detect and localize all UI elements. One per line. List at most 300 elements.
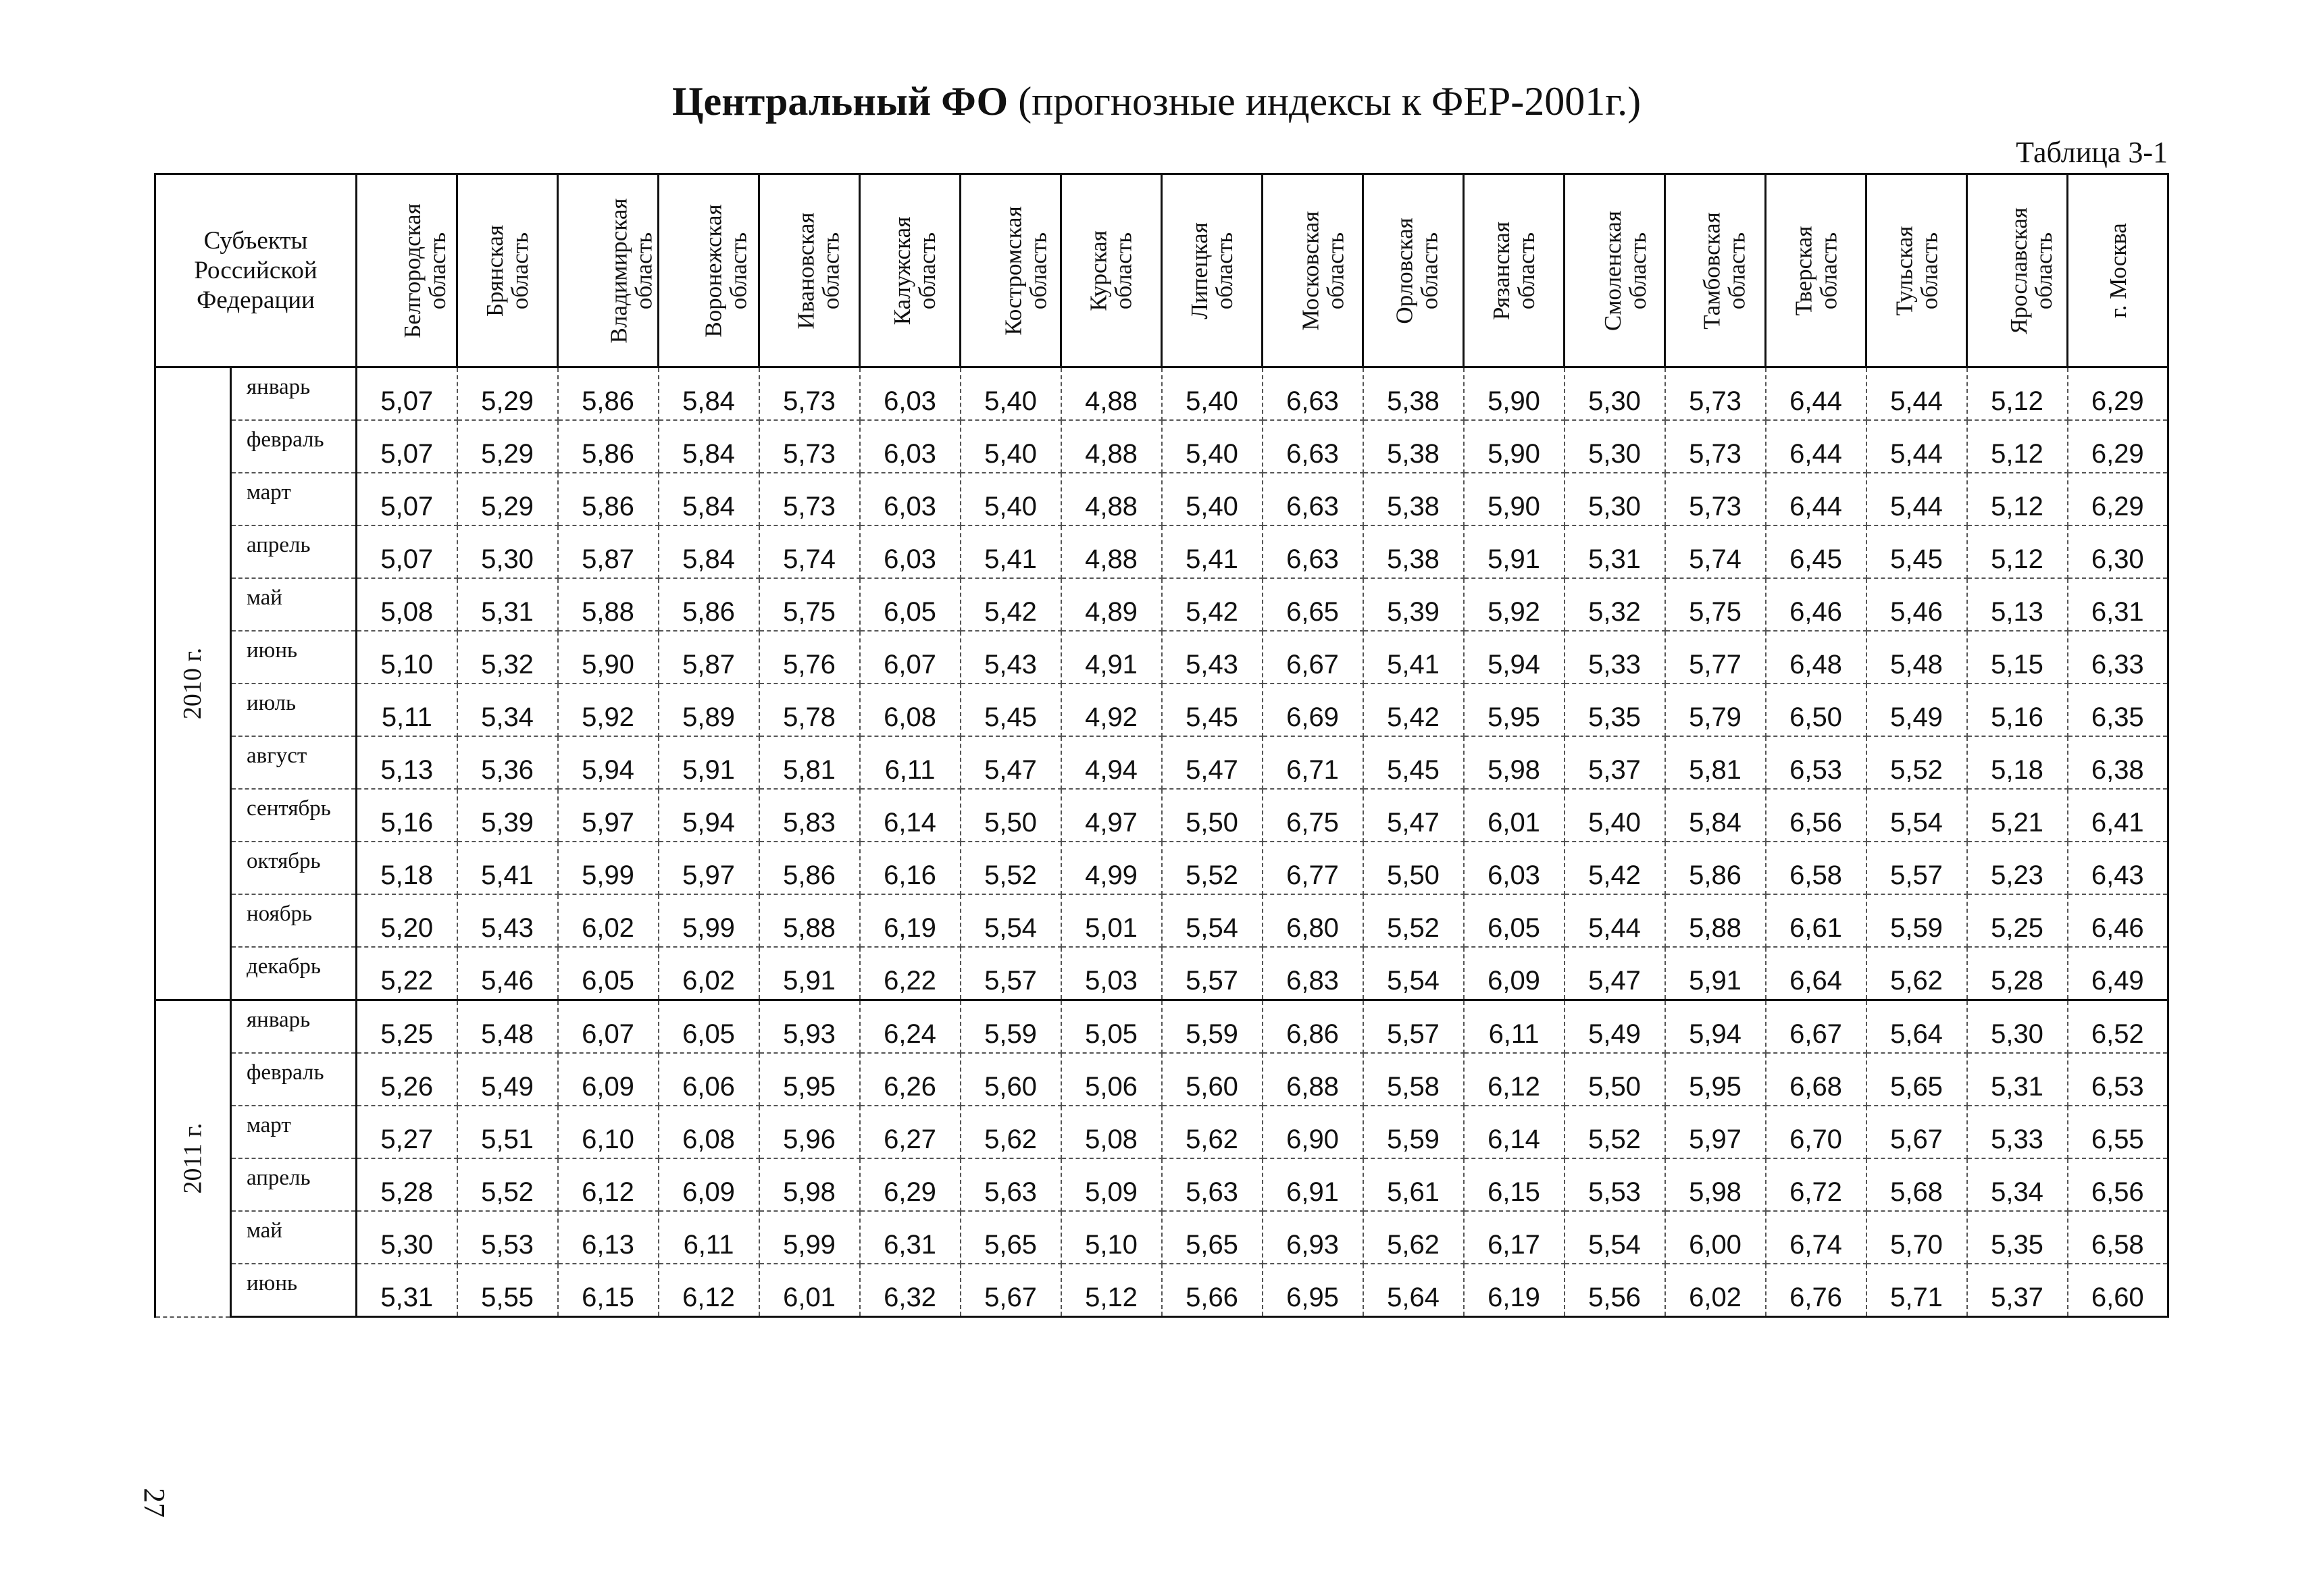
column-header (558, 174, 659, 367)
value-cell: 5,31 (357, 1264, 457, 1317)
column-header-line: Курская (1086, 230, 1113, 311)
table-row (155, 631, 2168, 684)
value-cell: 5,64 (1363, 1264, 1464, 1317)
value-cell: 5,63 (1162, 1158, 1263, 1211)
value-cell: 6,15 (558, 1264, 659, 1317)
value-cell: 6,69 (1263, 684, 1363, 736)
year-label: 2011 г. (178, 1123, 207, 1194)
table-row (155, 1053, 2168, 1106)
month-cell: апрель (231, 1158, 357, 1211)
column-header-line: область (2030, 232, 2057, 309)
value-cell: 5,93 (759, 1000, 860, 1054)
value-cell: 5,74 (1665, 525, 1766, 578)
column-header-line: область (1624, 232, 1651, 309)
column-header-line: г. Москва (2104, 223, 2131, 318)
column-header-line: Смоленская (1599, 210, 1626, 331)
value-cell: 6,53 (2068, 1053, 2168, 1106)
value-cell: 4,97 (1061, 789, 1162, 842)
column-header-text (890, 216, 940, 324)
year-label: 2010 г. (178, 647, 207, 720)
value-cell: 5,59 (961, 1000, 1061, 1054)
value-cell: 6,58 (1766, 842, 1866, 894)
value-cell: 5,21 (1967, 789, 2068, 842)
value-cell: 5,38 (1363, 420, 1464, 473)
value-cell: 5,07 (357, 367, 457, 421)
column-header-text (1891, 226, 1941, 315)
value-cell: 5,43 (961, 631, 1061, 684)
column-header-line: Тверская (1790, 226, 1817, 315)
value-cell: 6,50 (1766, 684, 1866, 736)
value-cell: 6,67 (1263, 631, 1363, 684)
value-cell: 5,79 (1665, 684, 1766, 736)
value-cell: 6,08 (659, 1106, 759, 1158)
value-cell: 5,94 (1464, 631, 1565, 684)
value-cell: 5,73 (1665, 420, 1766, 473)
table-row (155, 367, 2168, 421)
value-cell: 6,27 (860, 1106, 961, 1158)
column-header-line: область (1513, 232, 1540, 309)
value-cell: 5,75 (759, 578, 860, 631)
value-cell: 6,80 (1263, 894, 1363, 947)
value-cell: 5,45 (1866, 525, 1967, 578)
value-cell: 5,40 (961, 473, 1061, 525)
value-cell: 6,09 (558, 1053, 659, 1106)
value-cell: 4,88 (1061, 367, 1162, 421)
value-cell: 5,28 (357, 1158, 457, 1211)
value-cell: 5,88 (759, 894, 860, 947)
value-cell: 5,31 (1565, 525, 1665, 578)
month-cell: март (231, 1106, 357, 1158)
column-header-text (2006, 207, 2056, 334)
value-cell: 6,26 (860, 1053, 961, 1106)
value-cell: 5,70 (1866, 1211, 1967, 1264)
value-cell: 5,47 (961, 736, 1061, 789)
table-row (155, 473, 2168, 525)
value-cell: 4,88 (1061, 525, 1162, 578)
header-row (155, 174, 2168, 367)
value-cell: 6,44 (1766, 473, 1866, 525)
value-cell: 5,30 (1565, 420, 1665, 473)
value-cell: 6,03 (860, 473, 961, 525)
value-cell: 5,95 (759, 1053, 860, 1106)
value-cell: 5,84 (659, 367, 759, 421)
value-cell: 5,73 (759, 420, 860, 473)
column-header (1866, 174, 1967, 367)
value-cell: 5,46 (457, 947, 558, 1000)
value-cell: 5,98 (759, 1158, 860, 1211)
value-cell: 5,12 (1967, 525, 2068, 578)
value-cell: 5,26 (357, 1053, 457, 1106)
value-cell: 5,06 (1061, 1053, 1162, 1106)
value-cell: 5,25 (1967, 894, 2068, 947)
value-cell: 5,46 (1866, 578, 1967, 631)
value-cell: 6,93 (1263, 1211, 1363, 1264)
value-cell: 5,48 (1866, 631, 1967, 684)
table-row (155, 578, 2168, 631)
value-cell: 5,86 (659, 578, 759, 631)
value-cell: 6,43 (2068, 842, 2168, 894)
value-cell: 5,12 (1061, 1264, 1162, 1317)
value-cell: 6,03 (860, 367, 961, 421)
column-header (1565, 174, 1665, 367)
column-header-line: область (1416, 232, 1443, 309)
value-cell: 5,88 (1665, 894, 1766, 947)
value-cell: 5,05 (1061, 1000, 1162, 1054)
value-cell: 6,08 (860, 684, 961, 736)
value-cell: 6,45 (1766, 525, 1866, 578)
value-cell: 5,07 (357, 525, 457, 578)
value-cell: 4,92 (1061, 684, 1162, 736)
value-cell: 6,77 (1263, 842, 1363, 894)
value-cell: 5,91 (659, 736, 759, 789)
column-header-line: область (1916, 232, 1943, 309)
value-cell: 5,47 (1565, 947, 1665, 1000)
column-header-text (1700, 212, 1750, 329)
value-cell: 6,07 (860, 631, 961, 684)
value-cell: 5,50 (1162, 789, 1263, 842)
title-rest: (прогнозные индексы к ФЕР-2001г.) (1008, 79, 1642, 124)
value-cell: 6,00 (1665, 1211, 1766, 1264)
value-cell: 5,33 (1565, 631, 1665, 684)
value-cell: 6,70 (1766, 1106, 1866, 1158)
column-header (1363, 174, 1464, 367)
value-cell: 6,68 (1766, 1053, 1866, 1106)
value-cell: 5,41 (457, 842, 558, 894)
value-cell: 5,86 (558, 420, 659, 473)
value-cell: 5,57 (1866, 842, 1967, 894)
column-header-line: Липецкая (1186, 222, 1213, 319)
value-cell: 5,62 (1162, 1106, 1263, 1158)
value-cell: 6,19 (1464, 1264, 1565, 1317)
column-header-line: Ярославская (2005, 207, 2032, 334)
value-cell: 6,88 (1263, 1053, 1363, 1106)
value-cell: 5,41 (1363, 631, 1464, 684)
value-cell: 5,95 (1665, 1053, 1766, 1106)
value-cell: 5,45 (1363, 736, 1464, 789)
value-cell: 5,81 (759, 736, 860, 789)
value-cell: 5,73 (1665, 367, 1766, 421)
value-cell: 5,63 (961, 1158, 1061, 1211)
value-cell: 5,97 (1665, 1106, 1766, 1158)
value-cell: 5,98 (1665, 1158, 1766, 1211)
table-row (155, 684, 2168, 736)
value-cell: 6,56 (1766, 789, 1866, 842)
value-cell: 5,41 (961, 525, 1061, 578)
month-cell: август (231, 736, 357, 789)
value-cell: 5,50 (961, 789, 1061, 842)
value-cell: 5,92 (1464, 578, 1565, 631)
value-cell: 6,75 (1263, 789, 1363, 842)
column-header (1665, 174, 1766, 367)
value-cell: 5,39 (457, 789, 558, 842)
value-cell: 5,34 (457, 684, 558, 736)
value-cell: 6,83 (1263, 947, 1363, 1000)
value-cell: 5,39 (1363, 578, 1464, 631)
column-header-text (794, 212, 844, 329)
value-cell: 6,53 (1766, 736, 1866, 789)
column-header (1464, 174, 1565, 367)
table-row (155, 1158, 2168, 1211)
value-cell: 5,12 (1967, 367, 2068, 421)
value-cell: 4,89 (1061, 578, 1162, 631)
value-cell: 4,88 (1061, 473, 1162, 525)
value-cell: 5,91 (1464, 525, 1565, 578)
value-cell: 4,88 (1061, 420, 1162, 473)
value-cell: 5,18 (1967, 736, 2068, 789)
value-cell: 5,86 (1665, 842, 1766, 894)
value-cell: 5,74 (759, 525, 860, 578)
value-cell: 5,99 (659, 894, 759, 947)
value-cell: 5,91 (1665, 947, 1766, 1000)
column-header-text (1187, 222, 1237, 319)
value-cell: 5,15 (1967, 631, 2068, 684)
value-cell: 5,10 (1061, 1211, 1162, 1264)
column-header (357, 174, 457, 367)
value-cell: 5,45 (961, 684, 1061, 736)
value-cell: 6,12 (558, 1158, 659, 1211)
value-cell: 6,63 (1263, 525, 1363, 578)
value-cell: 5,12 (1967, 473, 2068, 525)
column-header (2068, 174, 2168, 367)
value-cell: 5,45 (1162, 684, 1263, 736)
subject-header (155, 174, 357, 367)
value-cell: 5,20 (357, 894, 457, 947)
value-cell: 5,94 (1665, 1000, 1766, 1054)
month-cell: июнь (231, 1264, 357, 1317)
table-row (155, 894, 2168, 947)
table-row (155, 1106, 2168, 1158)
month-cell: октябрь (231, 842, 357, 894)
value-cell: 5,13 (1967, 578, 2068, 631)
value-cell: 5,30 (1967, 1000, 2068, 1054)
month-cell: декабрь (231, 947, 357, 1000)
value-cell: 5,51 (457, 1106, 558, 1158)
month-cell: январь (231, 367, 357, 421)
value-cell: 5,47 (1363, 789, 1464, 842)
index-table (154, 173, 2169, 1318)
value-cell: 5,99 (558, 842, 659, 894)
subject-header-line: Российской (194, 256, 317, 284)
value-cell: 5,78 (759, 684, 860, 736)
value-cell: 5,90 (1464, 420, 1565, 473)
column-header (1967, 174, 2068, 367)
value-cell: 5,25 (357, 1000, 457, 1054)
column-header (961, 174, 1061, 367)
value-cell: 6,31 (2068, 578, 2168, 631)
table-row (155, 1000, 2168, 1054)
value-cell: 5,59 (1363, 1106, 1464, 1158)
value-cell: 5,40 (961, 420, 1061, 473)
value-cell: 5,91 (759, 947, 860, 1000)
value-cell: 5,42 (1162, 578, 1263, 631)
value-cell: 6,06 (659, 1053, 759, 1106)
value-cell: 5,35 (1565, 684, 1665, 736)
value-cell: 5,84 (1665, 789, 1766, 842)
column-header-line: Белгородская (399, 203, 426, 338)
value-cell: 5,03 (1061, 947, 1162, 1000)
column-header-line: Тамбовская (1698, 211, 1725, 330)
value-cell: 6,64 (1766, 947, 1866, 1000)
value-cell: 4,94 (1061, 736, 1162, 789)
value-cell: 5,92 (558, 684, 659, 736)
value-cell: 5,84 (659, 420, 759, 473)
value-cell: 6,02 (558, 894, 659, 947)
month-cell: июль (231, 684, 357, 736)
value-cell: 5,13 (357, 736, 457, 789)
value-cell: 5,16 (1967, 684, 2068, 736)
value-cell: 5,41 (1162, 525, 1263, 578)
value-cell: 5,49 (1565, 1000, 1665, 1054)
value-cell: 6,44 (1766, 367, 1866, 421)
value-cell: 6,01 (1464, 789, 1565, 842)
value-cell: 5,47 (1162, 736, 1263, 789)
value-cell: 6,86 (1263, 1000, 1363, 1054)
value-cell: 4,91 (1061, 631, 1162, 684)
table-row (155, 947, 2168, 1000)
value-cell: 5,34 (1967, 1158, 2068, 1211)
value-cell: 5,60 (961, 1053, 1061, 1106)
value-cell: 6,46 (1766, 578, 1866, 631)
column-header (1061, 174, 1162, 367)
value-cell: 5,30 (457, 525, 558, 578)
value-cell: 5,67 (1866, 1106, 1967, 1158)
value-cell: 6,90 (1263, 1106, 1363, 1158)
column-header-line: область (725, 232, 752, 309)
value-cell: 6,05 (659, 1000, 759, 1054)
month-cell: май (231, 1211, 357, 1264)
value-cell: 6,05 (860, 578, 961, 631)
value-cell: 6,58 (2068, 1211, 2168, 1264)
value-cell: 5,73 (759, 473, 860, 525)
value-cell: 5,89 (659, 684, 759, 736)
value-cell: 6,63 (1263, 420, 1363, 473)
value-cell: 5,40 (1162, 473, 1263, 525)
column-header-text (400, 203, 450, 338)
value-cell: 5,29 (457, 367, 558, 421)
column-header-line: область (1211, 232, 1238, 309)
value-cell: 5,56 (1565, 1264, 1665, 1317)
value-cell: 5,08 (357, 578, 457, 631)
column-header-text (701, 204, 751, 337)
column-header-line: Владимирская (605, 198, 632, 343)
value-cell: 5,49 (1866, 684, 1967, 736)
value-cell: 5,90 (1464, 473, 1565, 525)
value-cell: 6,15 (1464, 1158, 1565, 1211)
value-cell: 5,40 (961, 367, 1061, 421)
value-cell: 6,03 (860, 420, 961, 473)
value-cell: 5,97 (558, 789, 659, 842)
value-cell: 5,22 (357, 947, 457, 1000)
value-cell: 5,90 (1464, 367, 1565, 421)
value-cell: 6,02 (659, 947, 759, 1000)
value-cell: 5,54 (1866, 789, 1967, 842)
value-cell: 6,49 (2068, 947, 2168, 1000)
month-cell: январь (231, 1000, 357, 1054)
column-header (759, 174, 860, 367)
month-cell: ноябрь (231, 894, 357, 947)
value-cell: 6,14 (860, 789, 961, 842)
value-cell: 5,23 (1967, 842, 2068, 894)
value-cell: 6,65 (1263, 578, 1363, 631)
column-header-text (1392, 217, 1442, 324)
value-cell: 6,01 (759, 1264, 860, 1317)
value-cell: 5,28 (1967, 947, 2068, 1000)
table-row (155, 789, 2168, 842)
value-cell: 6,60 (2068, 1264, 2168, 1317)
column-header (1766, 174, 1866, 367)
value-cell: 6,29 (2068, 420, 2168, 473)
value-cell: 6,05 (1464, 894, 1565, 947)
value-cell: 5,30 (1565, 367, 1665, 421)
value-cell: 5,60 (1162, 1053, 1263, 1106)
value-cell: 5,61 (1363, 1158, 1464, 1211)
value-cell: 6,33 (2068, 631, 2168, 684)
value-cell: 5,81 (1665, 736, 1766, 789)
value-cell: 5,37 (1565, 736, 1665, 789)
value-cell: 6,03 (1464, 842, 1565, 894)
value-cell: 5,62 (1866, 947, 1967, 1000)
value-cell: 5,30 (357, 1211, 457, 1264)
value-cell: 5,57 (1162, 947, 1263, 1000)
value-cell: 5,52 (457, 1158, 558, 1211)
table-row (155, 525, 2168, 578)
value-cell: 5,90 (558, 631, 659, 684)
table-row (155, 842, 2168, 894)
value-cell: 5,16 (357, 789, 457, 842)
value-cell: 5,94 (558, 736, 659, 789)
value-cell: 5,65 (961, 1211, 1061, 1264)
value-cell: 5,65 (1866, 1053, 1967, 1106)
value-cell: 5,88 (558, 578, 659, 631)
column-header-text (1298, 211, 1348, 330)
value-cell: 6,44 (1766, 420, 1866, 473)
value-cell: 5,73 (1665, 473, 1766, 525)
column-header (1263, 174, 1363, 367)
value-cell: 5,53 (1565, 1158, 1665, 1211)
value-cell: 5,49 (457, 1053, 558, 1106)
month-cell: февраль (231, 420, 357, 473)
value-cell: 5,52 (961, 842, 1061, 894)
value-cell: 5,52 (1162, 842, 1263, 894)
value-cell: 5,18 (357, 842, 457, 894)
column-header-text (1001, 206, 1051, 335)
value-cell: 6,12 (1464, 1053, 1565, 1106)
value-cell: 6,38 (2068, 736, 2168, 789)
value-cell: 5,38 (1363, 473, 1464, 525)
value-cell: 5,97 (659, 842, 759, 894)
value-cell: 5,87 (659, 631, 759, 684)
value-cell: 5,42 (961, 578, 1061, 631)
value-cell: 5,40 (1162, 420, 1263, 473)
value-cell: 5,27 (357, 1106, 457, 1158)
value-cell: 5,32 (1565, 578, 1665, 631)
value-cell: 5,12 (1967, 420, 2068, 473)
value-cell: 6,19 (860, 894, 961, 947)
value-cell: 5,43 (1162, 631, 1263, 684)
value-cell: 5,09 (1061, 1158, 1162, 1211)
value-cell: 6,41 (2068, 789, 2168, 842)
value-cell: 5,54 (1162, 894, 1263, 947)
value-cell: 5,67 (961, 1264, 1061, 1317)
value-cell: 6,11 (659, 1211, 759, 1264)
value-cell: 6,35 (2068, 684, 2168, 736)
value-cell: 5,54 (1565, 1211, 1665, 1264)
value-cell: 6,13 (558, 1211, 659, 1264)
value-cell: 6,17 (1464, 1211, 1565, 1264)
value-cell: 5,86 (558, 473, 659, 525)
value-cell: 5,98 (1464, 736, 1565, 789)
value-cell: 6,71 (1263, 736, 1363, 789)
